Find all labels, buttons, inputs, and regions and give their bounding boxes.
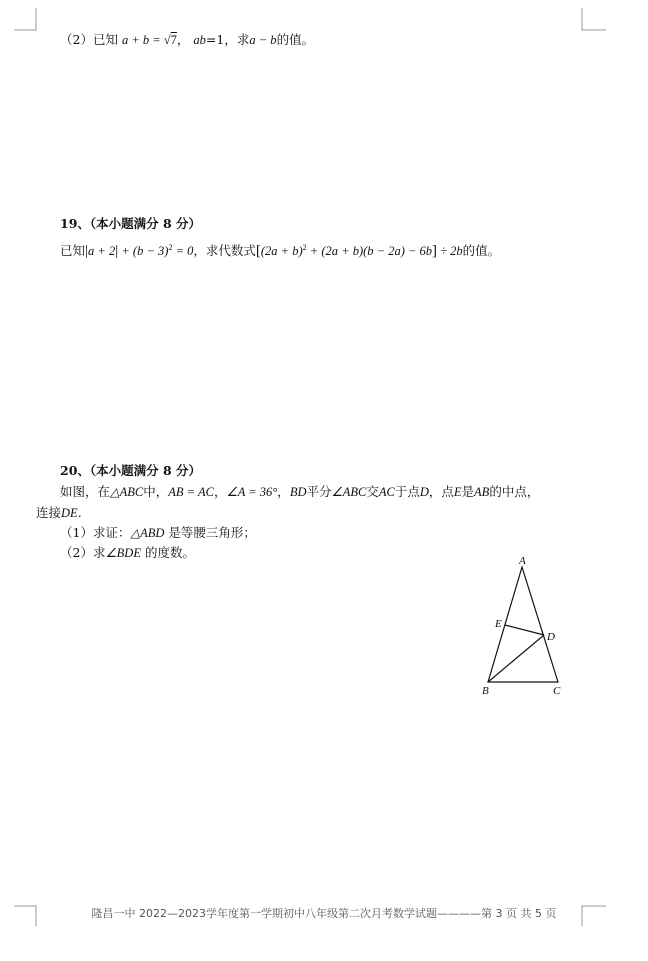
- q20-heading: 20、（本小题满分 8 分）: [60, 463, 202, 478]
- label-point-d: D: [547, 631, 555, 643]
- q18-condition-sum: a + b = √7: [121, 33, 177, 47]
- label-point-a: A: [519, 555, 526, 567]
- footer-school: 隆昌一中: [91, 907, 136, 920]
- triangle-figure: [476, 552, 572, 698]
- q19-condition: $|a + 2| + (b - 3)^2 = 0$: [85, 243, 194, 259]
- q19-heading: 19、（本小题满分 8 分）: [60, 216, 202, 231]
- q20-part1: （1）求证：△ABD 是等腰三角形；: [60, 525, 256, 540]
- label-point-e: E: [495, 618, 502, 630]
- crop-mark-top-left: [14, 8, 38, 34]
- footer-years: 2022—2023: [139, 907, 206, 920]
- crop-mark-top-right: [580, 8, 606, 34]
- footer-page-number: 3: [495, 907, 503, 920]
- q18-part2: （2）已知 a + b = √7， ab=1，求a − b的值。: [60, 32, 315, 47]
- q19-expression: $[(2a + b)^2 + (2a + b)(b - 2a) - 6b] \div 2b$: [255, 243, 463, 259]
- page-footer: 隆昌一中 2022—2023学年度第一学期初中八年级第二次月考数学试题————第 3 页 共 5 页: [91, 907, 557, 920]
- segment-de: [505, 625, 544, 635]
- footer-total-pages: 5: [535, 907, 542, 920]
- footer-title: 学年度第一学期初中八年级第二次月考数学试题————第: [206, 907, 492, 920]
- q19-body: 已知$|a + 2| + (b - 3)^2 = 0$，求代数式$[(2a + b)^2 + (2a + b)(b - 2a) - 6b] \div 2b$的值。: [60, 243, 501, 259]
- label-point-b: B: [482, 685, 489, 697]
- label-point-c: C: [553, 685, 561, 697]
- q18-condition-product: ab: [193, 33, 206, 47]
- q20-line2: 连接DE.: [36, 505, 82, 520]
- segment-bd: [488, 635, 544, 682]
- q20-line1: 如图，在△ABC中，AB = AC，∠A = 36°，BD平分∠ABC交AC于点D，点E是AB的中点，: [60, 484, 540, 499]
- q18-target: a − b: [249, 33, 277, 47]
- q20-part2: （2）求∠BDE 的度数。: [60, 545, 195, 560]
- q18-part2-label: （2）已知: [60, 32, 118, 47]
